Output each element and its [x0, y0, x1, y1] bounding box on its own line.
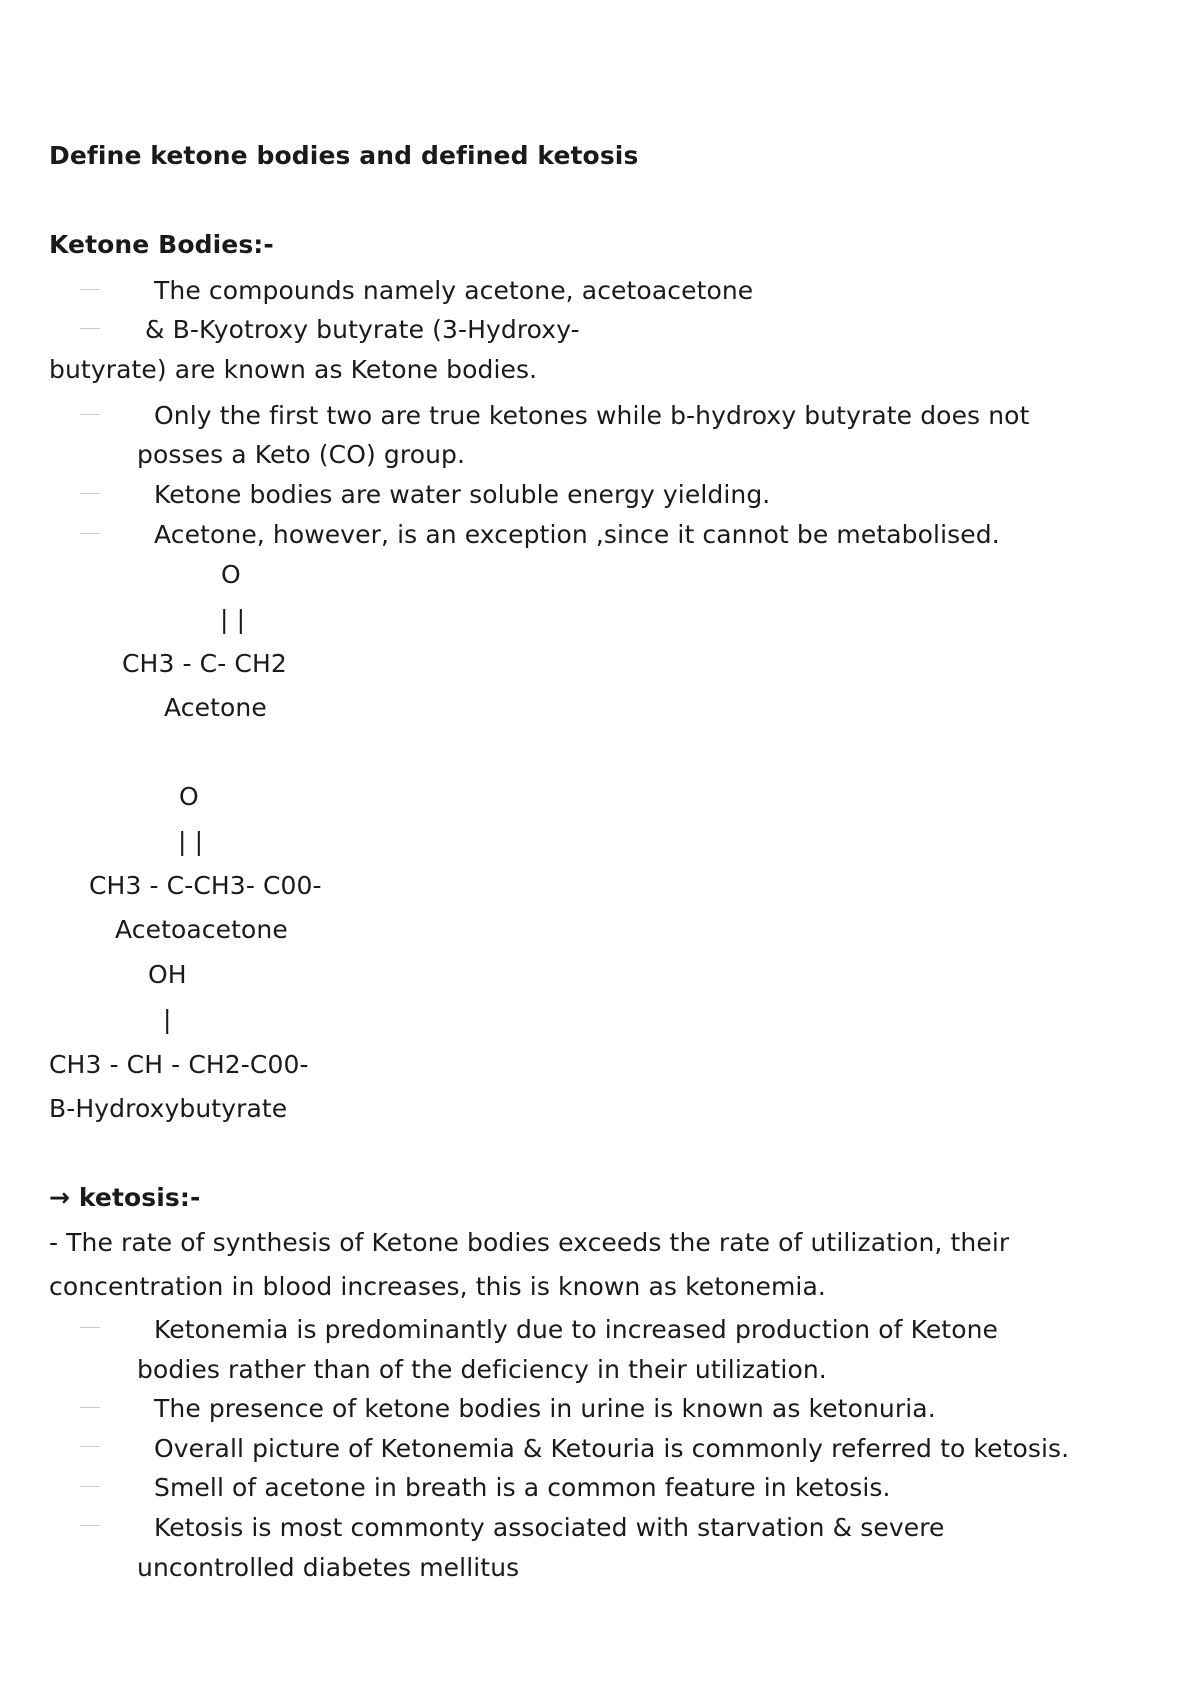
page-title: Define ketone bodies and defined ketosis: [49, 141, 639, 170]
acetoacetone-oxygen: O: [179, 782, 199, 811]
hydroxybutyrate-hydroxyl: OH: [148, 960, 187, 989]
bullet-dash: [80, 1327, 100, 1328]
acetoacetone-label: Acetoacetone: [115, 915, 288, 944]
acetoacetone-double-bond: | |: [178, 827, 204, 856]
bullet-dash: [80, 1446, 100, 1447]
ketosis-bullet-text: Smell of acetone in breath is a common feature in ketosis.: [154, 1473, 891, 1502]
acetone-oxygen: O: [221, 560, 241, 589]
bullet-dash: [80, 328, 100, 329]
ketosis-bullet-text: Ketonemia is predominantly due to increased production of Ketone: [154, 1315, 999, 1344]
ketone-bullet-text: Only the first two are true ketones while b-hydroxy butyrate does not: [154, 401, 1030, 430]
bullet-dash: [80, 533, 100, 534]
ketone-bullet-text: Ketone bodies are water soluble energy yielding.: [154, 480, 771, 509]
acetone-label: Acetone: [164, 693, 267, 722]
acetoacetone-formula: CH3 - C-CH3- C00-: [89, 871, 322, 900]
bullet-dash: [80, 414, 100, 415]
ketosis-bullet-text: bodies rather than of the deficiency in their utilization.: [137, 1355, 827, 1384]
ketosis-bullet-text: uncontrolled diabetes mellitus: [137, 1553, 520, 1582]
ketosis-intro-line: concentration in blood increases, this is known as ketonemia.: [49, 1272, 826, 1301]
acetone-formula: CH3 - C- CH2: [122, 649, 287, 678]
ketosis-bullet-text: Ketosis is most commonty associated with starvation & severe: [154, 1513, 945, 1542]
ketone-bullet-text: Acetone, however, is an exception ,since it cannot be metabolised.: [154, 520, 1000, 549]
ketosis-intro-line: - The rate of synthesis of Ketone bodies exceeds the rate of utilization, their: [49, 1228, 1010, 1257]
ketosis-bullet-text: The presence of ketone bodies in urine is known as ketonuria.: [154, 1394, 936, 1423]
section-title-ketone-bodies: Ketone Bodies:-: [49, 230, 274, 259]
ketone-text-line: The compounds namely acetone, acetoacetone: [154, 276, 754, 305]
section-title-ketosis: → ketosis:-: [49, 1183, 201, 1212]
hydroxybutyrate-formula: CH3 - CH - CH2-C00-: [49, 1050, 309, 1079]
bullet-dash: [80, 289, 100, 290]
bullet-dash: [80, 1525, 100, 1526]
acetone-double-bond: | |: [220, 605, 246, 634]
bullet-dash: [80, 1486, 100, 1487]
ketone-text-line: butyrate) are known as Ketone bodies.: [49, 355, 538, 384]
ketone-bullet-text: posses a Keto (CO) group.: [137, 440, 466, 469]
bullet-dash: [80, 493, 100, 494]
hydroxybutyrate-bond: |: [163, 1005, 172, 1034]
hydroxybutyrate-label: B-Hydroxybutyrate: [49, 1094, 288, 1123]
ketosis-bullet-text: Overall picture of Ketonemia & Ketouria is commonly referred to ketosis.: [154, 1434, 1070, 1463]
ketone-text-line: & B-Kyotroxy butyrate (3-Hydroxy-: [145, 315, 580, 344]
bullet-dash: [80, 1407, 100, 1408]
